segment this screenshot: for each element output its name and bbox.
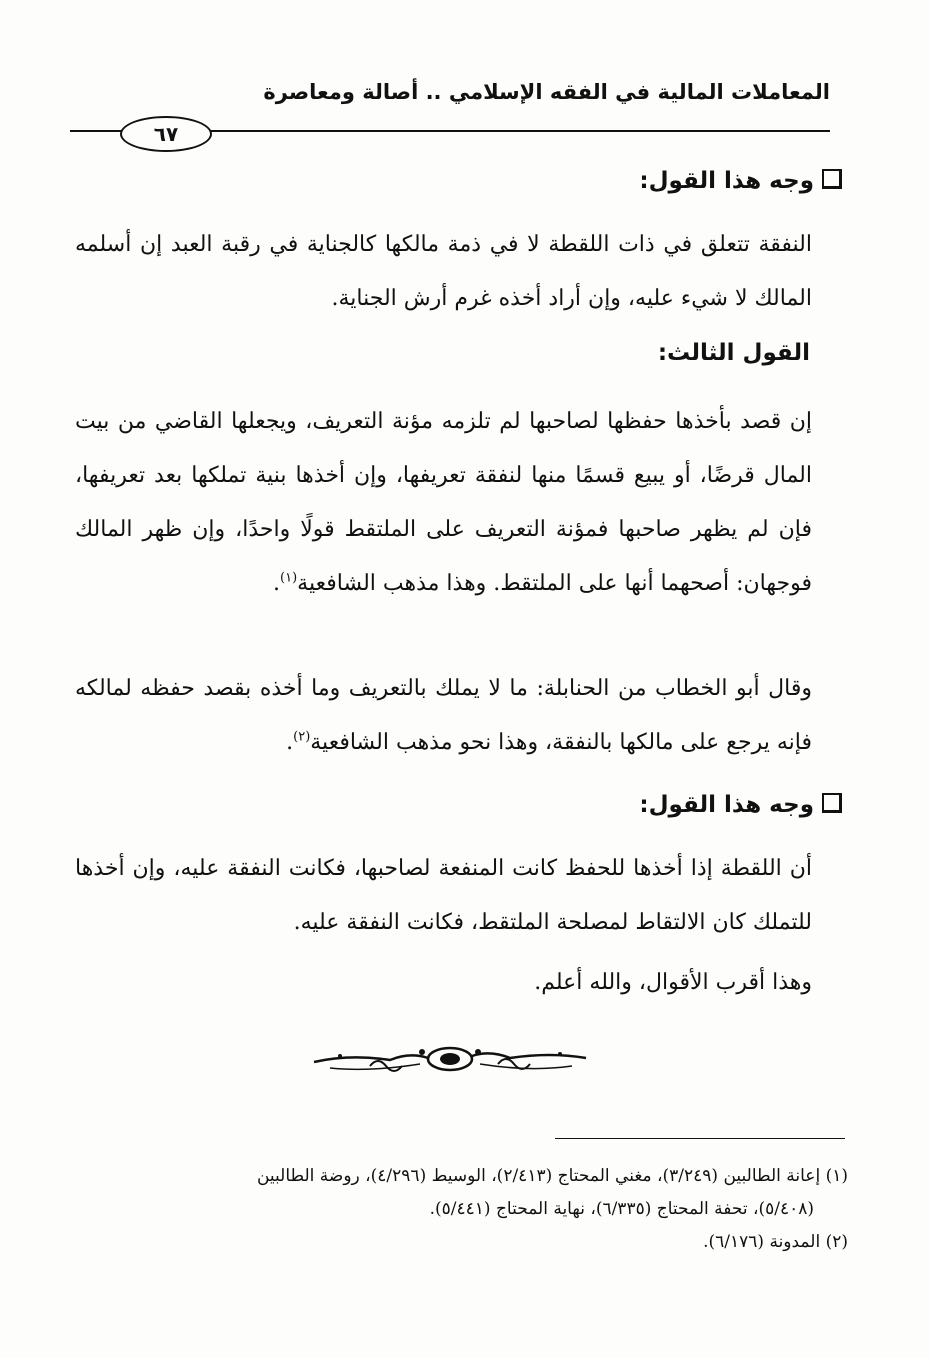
paragraph-text: إن قصد بأخذها حفظها لصاحبها لم تلزمه مؤنة التعريف، ويجعلها القاضي من بيت المال قرضًا، أو يبيع قسمًا منها لنفقة تعريفها، وإن أخذها بنية تملكها بعد تعريفها، فإن لم يظهر صاحبها فمؤنة التعريف على الملتقط قولًا واحدًا، وإن ظهر المالك فوجهان: أصحهما أنها على الملتقط. وهذا مذهب الشافعية [75,409,812,596]
footnote-1 [75,1160,848,1193]
section-heading-reasoning-2 [639,792,842,818]
footnote-text: إعانة الطالبين (٣/٢٤٩)، مغني المحتاج (٢/٤١٣)، الوسيط (٤/٢٩٦)، روضة الطالبين [256,1166,821,1186]
heading-text: وجه هذا القول: [639,168,814,194]
heading-text: وجه هذا القول: [639,792,814,818]
paragraph-end: . [286,730,294,755]
footnote-ref-1: (١) [280,570,298,586]
running-header-title: المعاملات المالية في الفقه الإسلامي .. أصالة ومعاصرة [263,80,830,104]
paragraph-end: . [273,571,281,596]
section-heading-reasoning-1 [639,168,842,194]
paragraph-reasoning-1: النفقة تتعلق في ذات اللقطة لا في ذمة مالكها كالجناية في رقبة العبد إن أسلمه المالك لا شيء عليه، وإن أراد أخذه غرم أرش الجناية. [75,232,812,311]
footnote-number: (١) [825,1166,848,1186]
square-bullet-icon [822,169,842,189]
paragraph-third-opinion [75,395,842,611]
page-number: ٦٧ [120,116,212,152]
footnote-2 [75,1226,848,1259]
footnote-text: المدونة (٦/١٧٦). [703,1232,821,1252]
square-bullet-icon [822,793,842,813]
footnote-1-continuation: (٥/٤٠٨)، تحفة المحتاج (٦/٣٣٥)، نهاية المحتاج (٥/٤٤١). [429,1199,814,1219]
footnotes [75,1160,848,1259]
section-heading-third-opinion: القول الثالث: [657,340,810,366]
paragraph-reasoning-2: أن اللقطة إذا أخذها للحفظ كانت المنفعة لصاحبها، فكانت النفقة عليه، وإن أخذها للتملك كان الالتقاط لمصلحة الملتقط، فكانت النفقة عليه. [75,856,812,935]
footnote-ref-2: (٢) [293,729,311,745]
paragraph-text: وقال أبو الخطاب من الحنابلة: ما لا يملك بالتعريف وما أخذه بقصد حفظه لمالكه فإنه يرجع على مالكها بالنفقة، وهذا نحو مذهب الشافعية [75,676,812,755]
footnote-separator [555,1138,845,1139]
paragraph-abu-alkhattab [75,662,842,770]
footnote-number: (٢) [825,1232,848,1252]
ornament-divider-icon [310,1042,590,1076]
paragraph-conclusion: وهذا أقرب الأقوال، والله أعلم. [534,970,812,995]
